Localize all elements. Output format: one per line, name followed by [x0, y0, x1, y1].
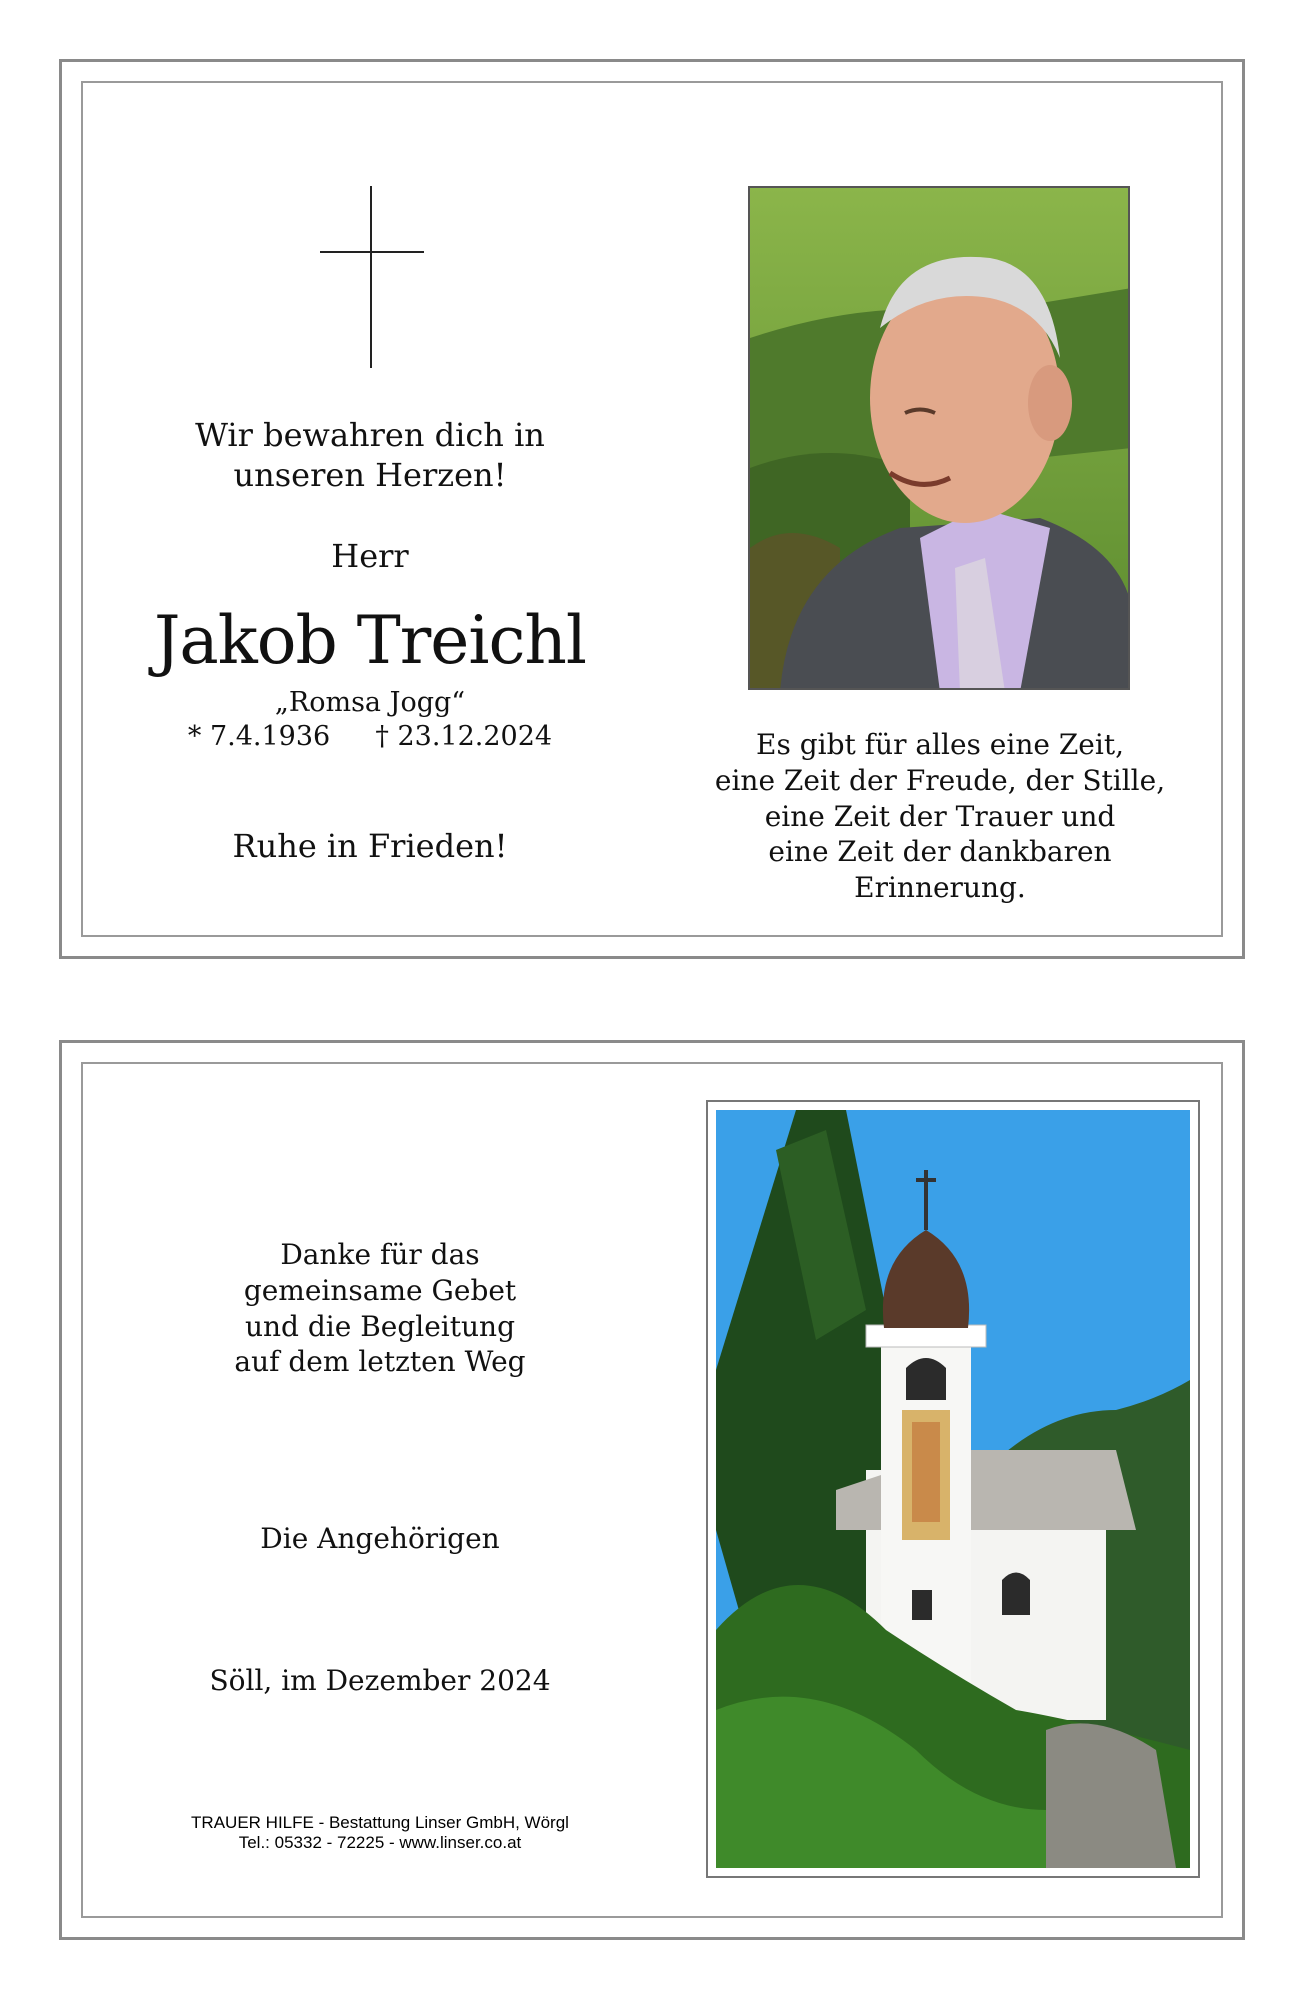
birth-date: * 7.4.1936 — [187, 721, 331, 752]
place-date: Söll, im Dezember 2024 — [209, 1664, 551, 1697]
quote-line-1: Wir bewahren dich in — [195, 416, 545, 454]
salutation: Herr — [331, 537, 409, 575]
death-date: † 23.12.2024 — [375, 721, 553, 752]
portrait-illustration — [750, 188, 1130, 690]
undertaker-line-1: TRAUER HILFE - Bestattung Linser GmbH, Wörgl — [191, 1813, 569, 1832]
rest-in-peace: Ruhe in Frieden! — [232, 827, 508, 865]
thanks-line-2: gemeinsame Gebet — [243, 1273, 517, 1307]
thanks-line-3: und die Begleitung — [244, 1309, 516, 1343]
undertaker-line-2: Tel.: 05332 - 72225 - www.linser.co.at — [238, 1833, 522, 1853]
cross-icon — [320, 186, 424, 368]
nickname: „Romsa Jogg“ — [274, 687, 466, 718]
family-signature: Die Angehörigen — [260, 1522, 500, 1555]
chapel-illustration — [716, 1110, 1190, 1868]
poem-line-2: eine Zeit der Freude, der Stille, — [714, 763, 1166, 797]
deceased-name: Jakob Treichl — [153, 602, 587, 679]
quote-line-2: unseren Herzen! — [233, 456, 507, 494]
poem-line-4: eine Zeit der dankbaren Erinnerung. — [768, 835, 1112, 905]
poem-line-1: Es gibt für alles eine Zeit, — [756, 728, 1124, 761]
portrait-photo — [748, 186, 1130, 690]
thanks-line-1: Danke für das — [280, 1238, 480, 1271]
quote — [160, 415, 580, 495]
poem-line-3: eine Zeit der Trauer und — [764, 799, 1116, 833]
life-dates — [160, 720, 580, 754]
thanks-line-4: auf dem letzten Weg — [234, 1345, 526, 1379]
chapel-photo-frame — [706, 1100, 1200, 1878]
undertaker-info — [140, 1813, 620, 1854]
chapel-photo — [716, 1110, 1190, 1868]
poem — [690, 727, 1190, 906]
thanks-text — [190, 1237, 570, 1380]
